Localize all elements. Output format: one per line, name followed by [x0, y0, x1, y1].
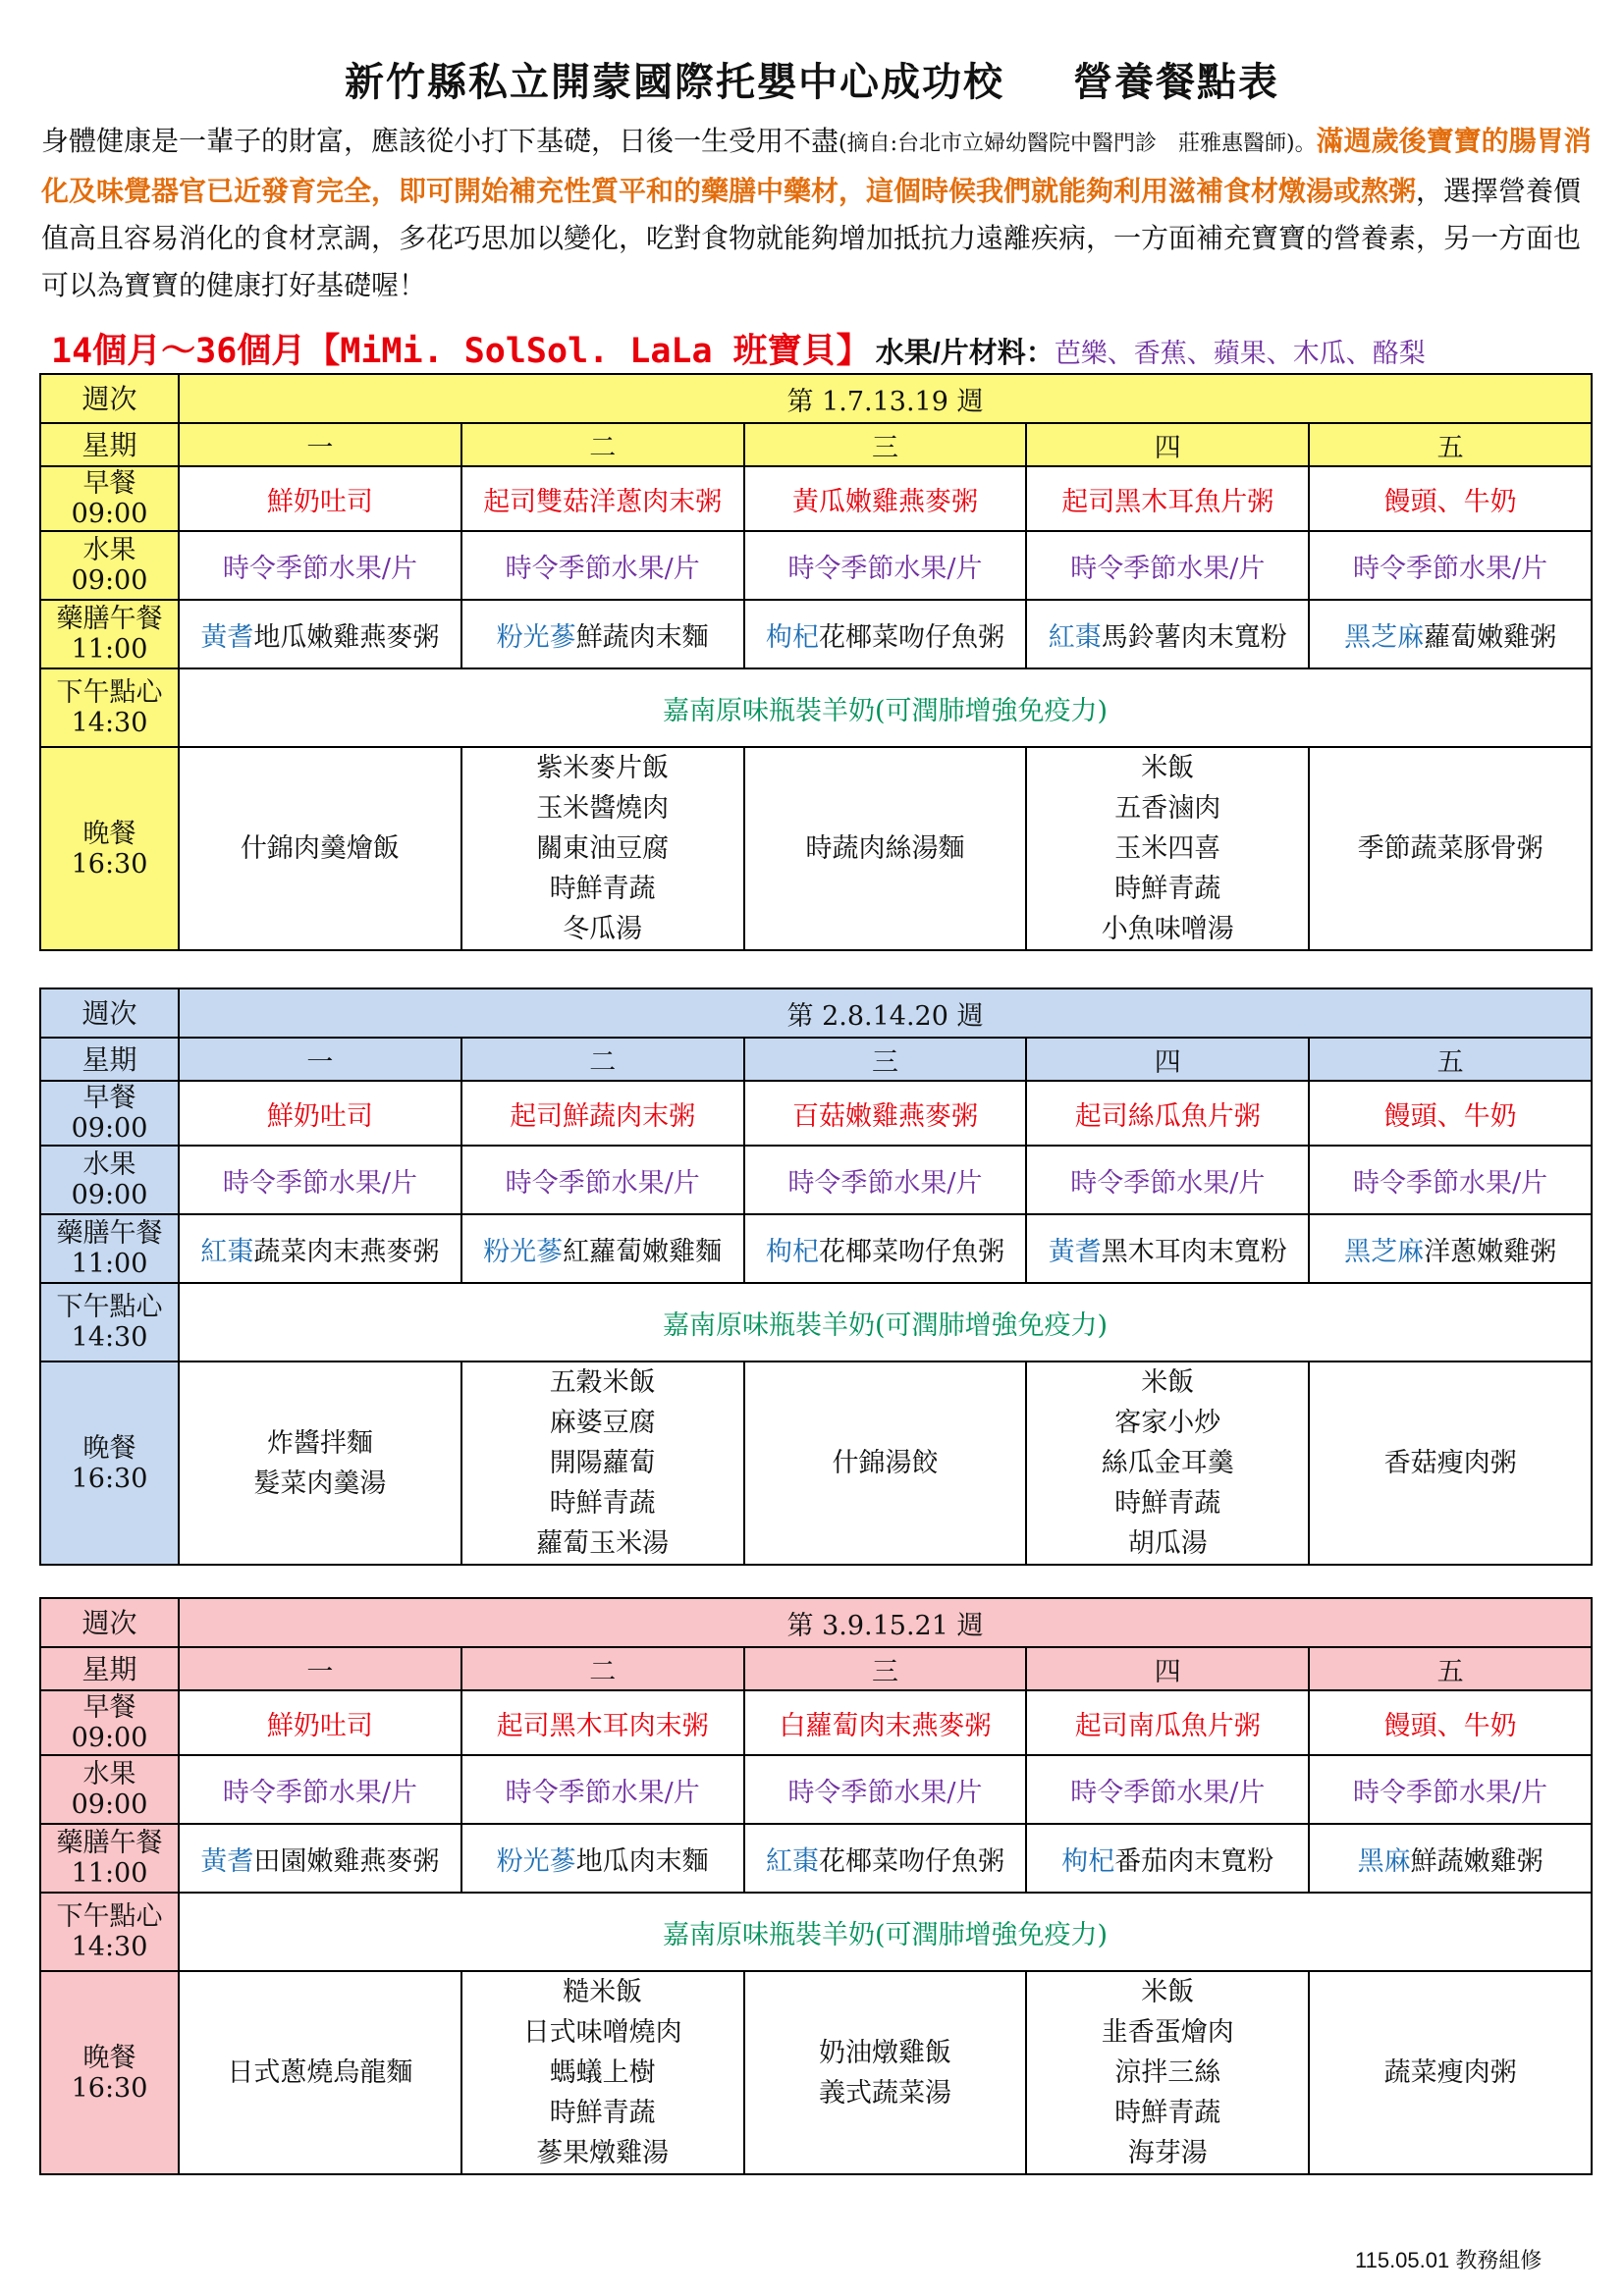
meal-name: 藥膳午餐	[56, 604, 163, 634]
lunch-cell	[1026, 1824, 1309, 1893]
meal-time: 14:30	[71, 1932, 148, 1962]
lunch-cell	[179, 1824, 461, 1893]
dinner-dish: 什錦肉羹燴飯	[240, 833, 400, 864]
dinner-dish: 韭香蛋燴肉	[1101, 2017, 1234, 2048]
herb-name: 黃耆	[200, 621, 254, 653]
lunch-dish: 洋蔥嫩雞粥	[1424, 1236, 1557, 1267]
fruit-cell: 時令季節水果/片	[461, 531, 744, 600]
meal-name: 下午點心	[56, 1901, 163, 1932]
meal-name: 晚餐	[82, 1432, 136, 1464]
lunch-dish: 馬鈴薯肉末寬粉	[1101, 621, 1287, 653]
day-header: 三	[744, 1647, 1027, 1690]
herb-name: 黑芝麻	[1344, 621, 1425, 653]
dinner-cell	[461, 747, 744, 950]
age-heading	[51, 324, 1602, 373]
dinner-cell	[1309, 1971, 1592, 2174]
dinner-dish: 五香滷肉	[1114, 793, 1221, 824]
meal-name: 早餐	[82, 1083, 136, 1113]
intro-rest: ，選擇營養價值高且容易消化的食材烹調，多花巧思加以變化，吃對食物就能夠增加抵抗力遠離疾病，一方面補充寶寶的營養素，另一方面也可以為寶寶的健康打好基礎喔！	[41, 175, 1582, 301]
meal-name: 下午點心	[56, 1292, 163, 1322]
dinner-cell	[744, 747, 1027, 950]
fruit-cell: 時令季節水果/片	[1026, 1755, 1309, 1824]
dinner-dish: 玉米醬燒肉	[536, 793, 670, 824]
dinner-cell	[744, 1971, 1027, 2174]
dinner-dish: 冬瓜湯	[563, 914, 643, 944]
dinner-dish: 香菇瘦肉粥	[1383, 1448, 1517, 1478]
lunch-label	[40, 600, 179, 668]
fruit-cell: 時令季節水果/片	[1026, 531, 1309, 600]
dinner-dish: 蔬菜瘦肉粥	[1383, 2057, 1517, 2088]
week-number: 第 3.9.15.21 週	[179, 1598, 1592, 1647]
intro-line: 身體健康是一輩子的財富，應該從小打下基礎，日後一生受用不盡	[41, 125, 839, 157]
herb-name: 枸杞	[765, 1236, 819, 1267]
fruit-material-label: 水果/片材料：	[875, 338, 1055, 369]
dinner-dish: 時鮮青蔬	[1114, 874, 1221, 904]
breakfast-cell: 饅頭、牛奶	[1309, 1081, 1592, 1146]
lunch-label	[40, 1824, 179, 1893]
dinner-dish: 紫米麥片飯	[536, 753, 670, 783]
day-label: 星期	[40, 1038, 179, 1081]
dinner-dish: 炸醬拌麵	[266, 1427, 373, 1459]
dinner-label	[40, 747, 179, 950]
lunch-label	[40, 1214, 179, 1283]
lunch-dish: 蔬菜肉末燕麥粥	[253, 1236, 440, 1267]
breakfast-cell: 起司南瓜魚片粥	[1026, 1690, 1309, 1755]
fruit-cell: 時令季節水果/片	[744, 1755, 1027, 1824]
meal-time: 11:00	[71, 634, 148, 665]
dinner-dish: 絲瓜金耳羹	[1101, 1448, 1234, 1478]
dinner-dish: 時蔬肉絲湯麵	[805, 833, 965, 864]
age-group: 14個月～36個月【MiMi. SolSol. LaLa 班寶貝】	[51, 332, 871, 371]
herb-name: 紅棗	[765, 1845, 819, 1877]
fruit-label	[40, 531, 179, 600]
dinner-dish: 時鮮青蔬	[549, 1488, 656, 1519]
herb-name: 枸杞	[765, 621, 819, 653]
lunch-dish: 地瓜嫩雞燕麥粥	[253, 621, 440, 653]
fruit-cell: 時令季節水果/片	[1026, 1146, 1309, 1214]
week-label: 週次	[40, 988, 179, 1038]
meal-name: 晚餐	[82, 2042, 136, 2073]
day-header: 四	[1026, 1038, 1309, 1081]
dinner-dish: 義式蔬菜湯	[818, 2077, 951, 2109]
breakfast-cell: 起司鮮蔬肉末粥	[461, 1081, 744, 1146]
fruit-cell: 時令季節水果/片	[461, 1755, 744, 1824]
day-header: 五	[1309, 423, 1592, 466]
herb-name: 黃耆	[200, 1845, 254, 1877]
breakfast-cell: 起司黑木耳魚片粥	[1026, 466, 1309, 531]
dinner-dish: 胡瓜湯	[1127, 1528, 1208, 1559]
meal-name: 晚餐	[82, 818, 136, 849]
dinner-dish: 季節蔬菜豚骨粥	[1357, 833, 1543, 864]
dinner-cell	[461, 1362, 744, 1565]
lunch-cell	[744, 1824, 1027, 1893]
day-header: 二	[461, 1647, 744, 1690]
fruit-cell: 時令季節水果/片	[179, 1755, 461, 1824]
dinner-dish: 螞蟻上樹	[549, 2057, 656, 2088]
dinner-cell	[179, 1971, 461, 2174]
day-header: 一	[179, 1647, 461, 1690]
lunch-dish: 蘿蔔嫩雞粥	[1424, 621, 1557, 653]
intro-source: (摘自:台北市立婦幼醫院中醫門診 莊雅惠醫師)。	[839, 132, 1317, 156]
dinner-dish: 海芽湯	[1127, 2138, 1208, 2168]
dinner-dish: 客家小炒	[1114, 1408, 1221, 1438]
dinner-dish: 五穀米飯	[549, 1367, 656, 1398]
fruit-cell: 時令季節水果/片	[179, 1146, 461, 1214]
dinner-dish: 小魚味噌湯	[1101, 914, 1234, 944]
dinner-cell	[179, 1362, 461, 1565]
meal-name: 水果	[82, 535, 136, 565]
dinner-dish: 時鮮青蔬	[549, 874, 656, 904]
page-title	[0, 51, 1624, 107]
herb-name: 枸杞	[1061, 1845, 1115, 1877]
meal-time: 14:30	[71, 708, 148, 738]
lunch-cell	[461, 1824, 744, 1893]
dinner-dish: 蘿蔔玉米湯	[536, 1528, 670, 1559]
fruit-cell: 時令季節水果/片	[1309, 1755, 1592, 1824]
lunch-cell	[461, 600, 744, 668]
lunch-dish: 花椰菜吻仔魚粥	[818, 621, 1004, 653]
day-header: 四	[1026, 423, 1309, 466]
day-header: 一	[179, 423, 461, 466]
breakfast-cell: 鮮奶吐司	[179, 466, 461, 531]
dinner-dish: 糙米飯	[563, 1977, 643, 2007]
meal-name: 藥膳午餐	[56, 1218, 163, 1249]
dinner-dish: 涼拌三絲	[1114, 2057, 1221, 2088]
breakfast-cell: 起司雙菇洋蔥肉末粥	[461, 466, 744, 531]
breakfast-cell: 饅頭、牛奶	[1309, 1690, 1592, 1755]
lunch-dish: 紅蘿蔔嫩雞麵	[563, 1236, 723, 1267]
lunch-dish: 花椰菜吻仔魚粥	[818, 1845, 1004, 1877]
fruit-cell: 時令季節水果/片	[1309, 531, 1592, 600]
dinner-dish: 開陽蘿蔔	[549, 1448, 656, 1478]
meal-name: 水果	[82, 1759, 136, 1789]
herb-name: 紅棗	[200, 1236, 254, 1267]
snack-cell: 嘉南原味瓶裝羊奶(可潤肺增強免疫力)	[179, 1893, 1592, 1971]
day-label: 星期	[40, 423, 179, 466]
day-header: 一	[179, 1038, 461, 1081]
dinner-dish: 米飯	[1141, 753, 1195, 783]
dinner-dish: 日式蔥燒烏龍麵	[227, 2057, 413, 2088]
herb-name: 粉光蔘	[496, 1845, 576, 1877]
dinner-dish: 米飯	[1141, 1977, 1195, 2007]
lunch-cell	[744, 1214, 1027, 1283]
breakfast-cell: 鮮奶吐司	[179, 1690, 461, 1755]
breakfast-cell: 白蘿蔔肉末燕麥粥	[744, 1690, 1027, 1755]
snack-cell: 嘉南原味瓶裝羊奶(可潤肺增強免疫力)	[179, 1283, 1592, 1362]
dinner-dish: 時鮮青蔬	[1114, 2098, 1221, 2128]
herb-name: 黑麻	[1357, 1845, 1411, 1877]
fruit-cell: 時令季節水果/片	[744, 1146, 1027, 1214]
breakfast-label	[40, 1081, 179, 1146]
lunch-cell	[179, 600, 461, 668]
dinner-dish: 髮菜肉羹湯	[253, 1468, 387, 1499]
breakfast-cell: 鮮奶吐司	[179, 1081, 461, 1146]
school-name: 新竹縣私立開蒙國際托嬰中心成功校	[345, 59, 1004, 105]
herb-name: 黃耆	[1048, 1236, 1102, 1267]
day-header: 五	[1309, 1038, 1592, 1081]
day-header: 三	[744, 1038, 1027, 1081]
document-name: 營養餐點表	[1073, 59, 1279, 105]
day-header: 二	[461, 423, 744, 466]
fruit-cell: 時令季節水果/片	[1309, 1146, 1592, 1214]
meal-time: 16:30	[71, 2072, 148, 2104]
meal-time: 09:00	[71, 1789, 148, 1820]
herb-name: 粉光蔘	[483, 1236, 564, 1267]
dinner-label	[40, 1362, 179, 1565]
dinner-cell	[1026, 1362, 1309, 1565]
day-header: 四	[1026, 1647, 1309, 1690]
dinner-dish: 時鮮青蔬	[549, 2098, 656, 2128]
day-label: 星期	[40, 1647, 179, 1690]
snack-label	[40, 668, 179, 747]
fruit-cell: 時令季節水果/片	[744, 531, 1027, 600]
lunch-cell	[1309, 1214, 1592, 1283]
lunch-dish: 黑木耳肉末寬粉	[1101, 1236, 1287, 1267]
day-header: 五	[1309, 1647, 1592, 1690]
meal-name: 早餐	[82, 468, 136, 499]
herb-name: 黑芝麻	[1344, 1236, 1425, 1267]
dinner-dish: 奶油燉雞飯	[818, 2037, 951, 2068]
lunch-cell	[461, 1214, 744, 1283]
meal-time: 09:00	[71, 565, 148, 596]
meal-time: 09:00	[71, 1113, 148, 1144]
dinner-dish: 玉米四喜	[1114, 833, 1221, 864]
meal-name: 藥膳午餐	[56, 1828, 163, 1858]
meal-time: 11:00	[71, 1249, 148, 1279]
lunch-cell	[1026, 1214, 1309, 1283]
fruit-cell: 時令季節水果/片	[179, 531, 461, 600]
meal-time: 14:30	[71, 1322, 148, 1353]
dinner-cell	[1026, 747, 1309, 950]
lunch-cell	[179, 1214, 461, 1283]
meal-time: 16:30	[71, 848, 148, 880]
breakfast-label	[40, 1690, 179, 1755]
dinner-cell	[1026, 1971, 1309, 2174]
dinner-cell	[461, 1971, 744, 2174]
intro-paragraph	[41, 118, 1593, 309]
dinner-dish: 什錦湯餃	[832, 1448, 939, 1478]
meal-time: 11:00	[71, 1858, 148, 1889]
herb-name: 粉光蔘	[496, 621, 576, 653]
lunch-cell	[1309, 1824, 1592, 1893]
week-number: 第 2.8.14.20 週	[179, 988, 1592, 1038]
week-label: 週次	[40, 1598, 179, 1647]
dinner-dish: 日式味噌燒肉	[522, 2017, 682, 2048]
dinner-dish: 麻婆豆腐	[549, 1408, 656, 1438]
lunch-dish: 鮮蔬嫩雞粥	[1410, 1845, 1543, 1877]
breakfast-cell: 起司絲瓜魚片粥	[1026, 1081, 1309, 1146]
meal-time: 09:00	[71, 1723, 148, 1753]
menu-table-week-2	[39, 988, 1593, 1566]
week-label: 週次	[40, 374, 179, 423]
revision-note: 115.05.01 教務組修	[1355, 2248, 1543, 2272]
lunch-dish: 鮮蔬肉末麵	[575, 621, 709, 653]
week-number: 第 1.7.13.19 週	[179, 374, 1592, 423]
lunch-cell	[1026, 600, 1309, 668]
lunch-dish: 地瓜肉末麵	[575, 1845, 709, 1877]
menu-table-week-3	[39, 1597, 1593, 2175]
dinner-dish: 米飯	[1141, 1367, 1195, 1398]
dinner-cell	[179, 747, 461, 950]
dinner-cell	[1309, 747, 1592, 950]
fruit-cell: 時令季節水果/片	[461, 1146, 744, 1214]
fruit-material-list: 芭樂、香蕉、蘋果、木瓜、酪梨	[1054, 339, 1426, 369]
breakfast-label	[40, 466, 179, 531]
snack-cell: 嘉南原味瓶裝羊奶(可潤肺增強免疫力)	[179, 668, 1592, 747]
snack-label	[40, 1893, 179, 1971]
meal-name: 下午點心	[56, 677, 163, 708]
dinner-dish: 蔘果燉雞湯	[536, 2138, 670, 2168]
lunch-dish: 田園嫩雞燕麥粥	[253, 1845, 440, 1877]
dinner-dish: 時鮮青蔬	[1114, 1488, 1221, 1519]
fruit-label	[40, 1146, 179, 1214]
herb-name: 紅棗	[1048, 621, 1102, 653]
meal-name: 早餐	[82, 1692, 136, 1723]
breakfast-cell: 饅頭、牛奶	[1309, 466, 1592, 531]
breakfast-cell: 黃瓜嫩雞燕麥粥	[744, 466, 1027, 531]
dinner-dish: 關東油豆腐	[536, 833, 670, 864]
lunch-dish: 番茄肉末寬粉	[1114, 1845, 1274, 1877]
breakfast-cell: 起司黑木耳肉末粥	[461, 1690, 744, 1755]
lunch-cell	[744, 600, 1027, 668]
lunch-dish: 花椰菜吻仔魚粥	[818, 1236, 1004, 1267]
day-header: 三	[744, 423, 1027, 466]
meal-time: 16:30	[71, 1463, 148, 1494]
dinner-label	[40, 1971, 179, 2174]
dinner-cell	[1309, 1362, 1592, 1565]
dinner-cell	[744, 1362, 1027, 1565]
intro-highlight: 滿週歲後寶寶的腸胃消化及味覺器官已近發育完全，即可開始補充性質平和的藥膳中藥材，這個時候我們就能夠利用滋補食材燉湯或熬粥	[41, 125, 1592, 207]
meal-time: 09:00	[71, 499, 148, 529]
meal-time: 09:00	[71, 1180, 148, 1210]
menu-table-week-1	[39, 373, 1593, 951]
breakfast-cell: 百菇嫩雞燕麥粥	[744, 1081, 1027, 1146]
lunch-cell	[1309, 600, 1592, 668]
meal-name: 水果	[82, 1149, 136, 1180]
fruit-label	[40, 1755, 179, 1824]
day-header: 二	[461, 1038, 744, 1081]
snack-label	[40, 1283, 179, 1362]
